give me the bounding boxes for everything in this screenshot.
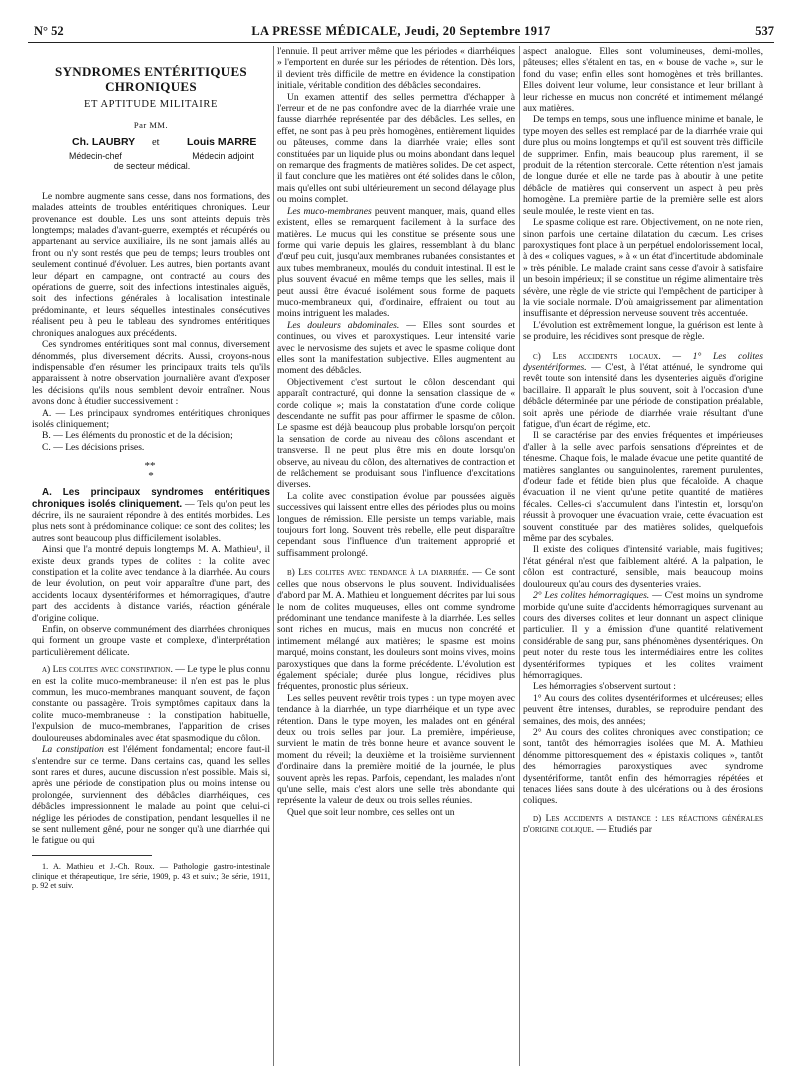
subsection-heading: c) Les accidents locaux.: [533, 350, 661, 362]
paragraph: Un examen attentif des selles permettra d'échapper à l'erreur et de ne pas confondre avec de la diarrhée vraie une fausse diarrhée représentée par des débâcles. Les selles, en effet, ne sont pas à peu près homogènes, entièrement liquides ou pâteuses, comme dans la diarrhée vraie; elles sont constituées par un liquide plus ou moins abondant dans lequel on remarque des fragments de matières solides. De cet aspect, il faut conclure que les matières ont été solides dans le côlon, mais qu'elles ont subi ultérieurement un second délayage plus ou moins complet.: [277, 91, 515, 206]
paragraph: De temps en temps, sous une influence minime et banale, le type moyen des selles est remplacé par de la diarrhée vraie qui dure plus ou moins longtemps et qu'il est souvent très difficile de supprimer. Enfin, mais beaucoup plus rarement, il se produit de la rétention stercorale. Cette rétention n'est jamais de longue durée et elle ne tarde pas à aboutir à une petite débâcle de matières qui conservent un aspect à peu près homogène. La première partie de la première selle est alors seule moulée, le reste vient en tas.: [523, 114, 763, 217]
author-name: Ch. LAUBRY: [72, 135, 136, 148]
author-role: Médecin adjoint: [192, 150, 254, 161]
paragraph: Il se caractérise par des envies fréquentes et impérieuses d'aller à la selle avec parfois sensations d'épreintes et de ténesme. Chaque fois, le malade évacue une petite quantité de matières sanglantes ou sanguinolentes, rarement purulentes, d'odeur fade et fétide bien plus que fécaloïde. A chaque évacuation il ne vient qu'une petite quantité de matières fécales. Celles-ci s'accumulent dans l'intestin et, lorsqu'on réussit à provoquer une évacuation vraie, cette évacuation est souvent constituée par des matières solides, quelquefois même par des scybales.: [523, 430, 763, 545]
paragraph-text: peuvent manquer, mais, quand elles existent, elles se remarquent facilement à la surface des matières. Le mucus qui les constitue se présente sous une forme qui varie depuis les glaires, ressemblant à du blanc d'œuf peu cuit, jusqu'aux membranes rubanées consistantes et aux tubes membraneux, moulés du conduit intestinal. Il est le plus souvent évacué en même temps que les selles, mais il peut aussi être évacué isolément sous forme de paquets muco-membraneux qui, d'ordinaire, effraient ou tout au moins intriguent les malades.: [277, 205, 515, 320]
paragraph: Ainsi que l'a montré depuis longtemps M. A. Mathieu¹, il existe deux grands types de colites : la colite avec constipation et la colite avec tendance à la diarrhée. Au cours de leur évolution, on peut voir apparaître d'une part, des accidents locaux dysentériformes et hémorragiques, d'autre part des accidents à distance variés, réaction générale d'origine colique.: [32, 544, 270, 624]
column-1: [32, 46, 270, 1066]
subsection-paragraph: [32, 664, 270, 744]
author-roles: [32, 151, 270, 175]
section-text: — Tels qu'on peut les décrire, ils ne sauraient répondre à des entités morbides. Les plus nets sont à prédominance colique: ce sont des colites; les autres sont beaucoup plus difficilement isolables.: [32, 498, 270, 544]
issue-number: N° 52: [34, 24, 64, 38]
subsection-heading: d) Les accidents a distance : les réactions générales d'origine colique.: [523, 812, 763, 836]
article-title: SYNDROMES ENTÉRITIQUES CHRONIQUES: [55, 64, 247, 94]
paragraph: Les selles peuvent revêtir trois types : un type moyen avec tendance à la diarrhée, un type diarrhéique et un type avec rétention. Dans le type moyen, les malades ont en général deux ou trois selles par jour. La première, impérieuse, survient le matin de très bonne heure et avance souvent le moment du réveil; la deuxième et la troisième surviennent d'ordinaire dans la première moitié de la journée, le plus souvent après les repas. Parfois, cependant, les malades n'ont qu'une selle, mais c'est alors une selle très abondante qui représente la valeur de deux ou trois selles réunies.: [277, 692, 515, 807]
paragraph: L'évolution est extrêmement longue, la guérison est lente à se produire, les récidives sont presque de règle.: [523, 319, 763, 343]
paragraph-text: — Elles sont sourdes et continues, ou vives et paroxystiques. Leur intensité varie avec le nervosisme des sujets et avec le spasme colique dont elles sont la manifestation subjective. Elles augmentent au moment des débâcles.: [277, 319, 515, 377]
paragraph: Le spasme colique est rare. Objectivement, on ne note rien, sinon parfois une certaine dilatation du cæcum. Les crises paroxystiques font place à un perpétuel endolorissement local, à des « coliques vagues, » à « un état d'incertitude abdominale » très pénible. Le malade craint sans cesse d'avoir à satisfaire un besoin impérieux; il se constitue un régime alimentaire très sévère, une règle de vie stricte qui l'empêchent de participer à la vie sociale normale. D'où amaigrissement par alimentation insuffisante et dépression nerveuse souvent très accentuée.: [523, 217, 763, 320]
paragraph: Objectivement c'est surtout le côlon descendant qui apparaît contracturé, qui donne la sensation classique de « corde colique »; mais la constatation d'une corde colique descendante ne suffit pas pour affirmer le spasme de côlon. Le spasme est déjà beaucoup plus probable lorsqu'on perçoit la sensation de corde au niveau des côlons ascendant et transverse. Il ne peut plus être mis en doute lorsqu'on observe, au niveau du côlon, des alternatives de contraction et de relâchement se produisant sous l'influence d'excitations diverses.: [277, 376, 515, 491]
paragraph-text: est l'élément fondamental; encore faut-il s'entendre sur ce terme. Dans certains cas, quand les selles sont rares et dures, aucune discussion n'est possible. Mais si, après une période de constipation plus ou moins intense ou prolongée, surviennent des débâcles diarrhéiques, ces débâcles impressionnent le malade au point que celui-ci néglige les périodes de constipation, pendant lesquelles il ne se sent nullement gêné, pour ne songer qu'à une diarrhée qui le fatigue ou qui: [32, 744, 270, 847]
section-heading: A. Les principaux syndromes entéritiques chroniques isolés cliniquement.: [32, 487, 270, 510]
subsection-text: — Ce sont celles que nous observons le plus souvent. Individualisées d'abord par M. A. Mathieu et longuement décrites par lui sous le nom de colites muqueuses, elles ont comme syndrome prédominant une tendance manifeste à la diarrhée. Les selles sont riches en mucus, mais en mucus non concrété et intimement mélangé aux matières; le spasme est moins marqué, moins constant, les douleurs sont moins vives, moins paroxystiques que dans la forme précédente. L'évolution est également spéciale; durée plus longue, récidives plus fréquentes, pronostic plus sérieux.: [277, 567, 515, 693]
paragraph: l'ennuie. Il peut arriver même que les périodes « diarrhéiques » l'emportent en durée sur les périodes de rétention. Dès lors, il devient très difficile de mettre en évidence la constipation initiale, véritable condition des débâcles secondaires.: [277, 46, 515, 92]
article-subtitle: ET APTITUDE MILITAIRE: [83, 99, 219, 110]
masthead: LA PRESSE MÉDICALE, Jeudi, 20 Septembre 1917: [251, 24, 551, 38]
subsection-paragraph: [523, 351, 763, 431]
paragraph: Ces syndromes entéritiques sont mal connus, diversement dénommés, plus diversement décrits. Aussi, croyons-nous indispensable d'en résumer les principaux traits tels qu'ils apparaissent à notre observation journalière avant d'exposer les décisions qu'ils nous semblent devoir entraîner. Nous avons donc à étudier successivement :: [32, 339, 270, 408]
author-name: Louis MARRE: [187, 135, 257, 148]
paragraph: Il existe des coliques d'intensité variable, mais fugitives; l'état général n'est que faiblement altéré. A la palpation, le côlon est contracturé, sensible, mais beaucoup moins douloureux qu'au cours des dysenteries vraies.: [523, 544, 763, 590]
subsection-paragraph: [523, 813, 763, 836]
paragraph-text: — C'est moins un syndrome morbide qu'une suite d'accidents hémorragiques survenant au cours des diverses colites et leur donnant un aspect clinique particulier. Il y a émission d'une quantité relativement considérable de sang pur, sans phénomènes dysentériques. On peut noter du reste tous les intermédiaires entre les colites dysentériformes typiques et les colites vraiment hémorragiques.: [523, 590, 763, 681]
subsection-paragraph: [277, 567, 515, 692]
section-separator: ** *: [144, 460, 158, 483]
column-3: [523, 46, 763, 1066]
subsection-text: — C'est, à l'état atténué, le syndrome qui revêt toute son intensité dans les dysenteries aiguës d'origine bacillaire. Il apparaît le plus souvent, soit à l'occasion d'une débâcle déterminée par une période de constipation préalable, soit après une période de diarrhée vraie résultant d'une fatigue, d'un écart de régime, etc.: [523, 361, 763, 430]
subsection-text: — Le type le plus connu en est la colite muco-membraneuse: il n'en est pas le plus commun, les muco-membranes manquant souvent, de façon constante ou passagère. Trois symptômes capitaux dans la colite muco-membraneuse : la constipation habituelle, l'expulsion de muco-membranes, l'apparition de crises douloureuses abdominales avec état spasmodique du côlon.: [32, 664, 270, 744]
list-item: C. — Les décisions prises.: [42, 441, 145, 453]
paragraph: aspect analogue. Elles sont volumineuses, demi-molles, pâteuses; elles s'étalent en tas, en « bouse de vache », sur le fond du vase; enfin elles sont homogènes et très brillantes. Elles doivent leur volume, leur consistance et leur brillant à leur richesse en mucus non concrété et intimement mélangé aux matières.: [523, 46, 763, 115]
subsection-heading: b) Les colites avec tendance à la diarrhée.: [287, 567, 469, 579]
author-conjunction: et: [152, 136, 160, 148]
paragraph: [32, 744, 270, 847]
subsection-text: — Etudiés par: [594, 824, 652, 836]
footnote-rule: [32, 855, 152, 856]
page-number: 537: [755, 24, 774, 38]
lead-term: La constipation: [42, 744, 104, 756]
section-heading-paragraph: [32, 487, 270, 544]
column-2: [277, 46, 515, 1066]
list-item: A. — Les principaux syndromes entéritiques chroniques isolés cliniquement;: [32, 407, 270, 430]
paragraph: Les hémorragies s'observent surtout :: [533, 681, 676, 693]
paragraph: 2° Au cours des colites chroniques avec constipation; ce sont, tantôt des hémorragies isolées que M. A. Mathieu dénomme pittoresquement des « épistaxis coliques », tantôt des hémorragies paroxystiques avec syndrome dysentériforme, tantôt enfin des hémorragies répétées et tenaces liées sans doute à des ulcérations ou à des érosions coliques.: [523, 726, 763, 807]
paragraph: La colite avec constipation évolue par poussées aiguës successives qui laissent entre elles des périodes plus ou moins longues de rémission. Elle persiste un temps variable, mais toujours fort long. Souvent très rebelle, elle peut disparaître cependant sous l'influence d'un traitement approprié et suffisamment prolongé.: [277, 490, 515, 559]
paragraph: [523, 590, 763, 681]
column-divider: [273, 46, 274, 1066]
paragraph: Le nombre augmente sans cesse, dans nos formations, des malades atteints de troubles entéritiques chroniques. Leur provenance est double. Les uns sont atteints depuis très longtemps; malades d'avant-guerre, exemptés et récupérés ou appartenant au service auxiliaire, ils ne sont jamais allés au front ou n'y sont restés que peu de temps; leurs troubles ont seulement continué d'évoluer. Les autres, bien portants avant leur départ en campagne, ont contracté au cours des opérations de guerre, soit des infections intestinales aiguës, soit des infections générales à localisation intestinale prédominante, et leurs séquelles intestinales consécutives réalisent peu à peu le tableau des syndromes entéritiques chroniques analogues aux précédents.: [32, 190, 270, 339]
author-role: Médecin-chef: [69, 150, 122, 161]
paragraph: Quel que soit leur nombre, ces selles ont un: [287, 806, 455, 818]
column-divider: [519, 46, 520, 1066]
paragraph: [277, 320, 515, 377]
lead-term: 2° Les colites hémorragiques.: [533, 590, 650, 602]
subsection-heading: a) Les colites avec constipation.: [42, 664, 173, 676]
subsection-subheading: — 1° Les colites dysentériformes.: [523, 350, 763, 373]
footnote: 1. A. Mathieu et J.-Ch. Roux. — Pathologie gastro-intestinale clinique et thérapeutique, 1re série, 1909, p. 43 et suiv.; 3e série, 1911, p. 92 et suiv.: [32, 861, 270, 891]
list-item: B. — Les éléments du pronostic et de la décision;: [42, 430, 233, 442]
paragraph: 1° Au cours des colites dysentériformes et ulcéreuses; elles peuvent être intenses, durables, se reproduire pendant des semaines, des mois, des années;: [523, 692, 763, 727]
page-header: [28, 22, 774, 42]
header-rule: [28, 42, 774, 43]
paragraph: Enfin, on observe communément des diarrhées chroniques qui forment un groupe vaste et complexe, d'interprétation particulièrement délicate.: [32, 624, 270, 658]
byline-label: Par MM.: [133, 120, 169, 131]
paragraph: [277, 206, 515, 320]
lead-term: Les douleurs abdominales.: [287, 319, 400, 331]
author-role: de secteur médical.: [113, 160, 191, 171]
lead-term: Les muco-membranes: [287, 205, 372, 217]
authors: [32, 137, 270, 151]
